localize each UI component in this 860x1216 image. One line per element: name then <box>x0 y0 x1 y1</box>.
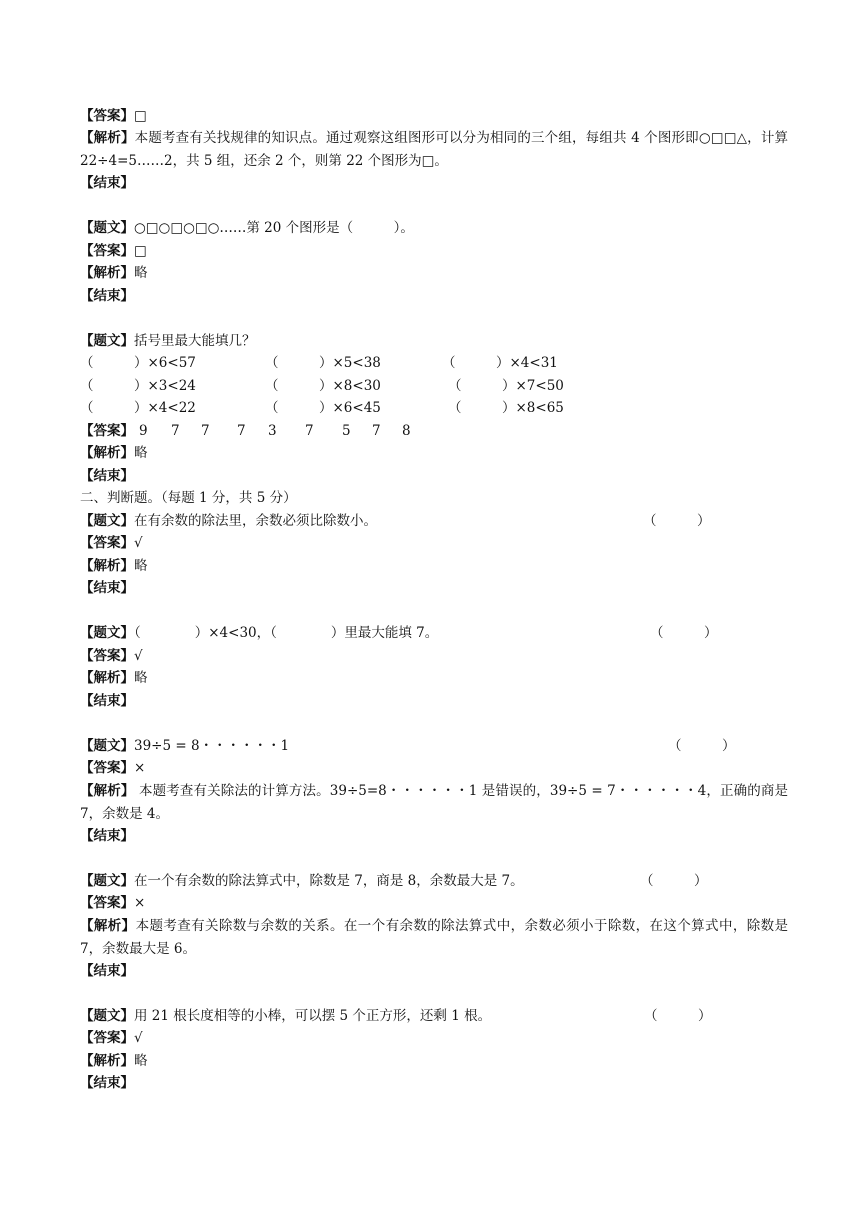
block1-analysis-line <box>80 127 788 172</box>
answer-value: 3 <box>268 423 277 439</box>
question-tag: 【题文】 <box>80 625 134 641</box>
answer-text: √ <box>134 1030 143 1046</box>
block3-answer-line <box>80 420 134 443</box>
judge-question-line <box>80 870 524 893</box>
block3-analysis-line <box>80 442 148 465</box>
analysis-text: 本题考查有关找规律的知识点。通过观察这组图形可以分为相同的三个组，每组共 4 个图形即○□□△，计算 22÷4=5……2，共 5 组，还余 2 个，则第 22 个图形为□。 <box>80 130 789 169</box>
question-text: ○□○□○□○……第 20 个图形是（ ）。 <box>134 220 414 236</box>
question-text: （ ）×4<30，（ ）里最大能填 7。 <box>134 625 439 641</box>
judge-answer-line <box>80 757 145 780</box>
analysis-text: 略 <box>134 445 148 461</box>
answer-parenthesis: （ ） <box>640 873 708 889</box>
judge-answer-line <box>80 1027 143 1050</box>
answer-text: × <box>134 895 146 911</box>
answer-tag: 【答案】 <box>80 423 134 439</box>
judge-end-line <box>80 1072 134 1095</box>
expr-cell: （ ）×6<45 <box>265 400 381 416</box>
judge-answer-line <box>80 892 145 915</box>
judge-answer-line <box>80 645 143 668</box>
judge-end-line <box>80 690 134 713</box>
question-tag: 【题文】 <box>80 333 134 349</box>
end-tag: 【结束】 <box>80 1075 134 1091</box>
answer-text: √ <box>134 648 143 664</box>
answer-tag: 【答案】 <box>80 648 134 664</box>
question-tag: 【题文】 <box>80 1008 134 1024</box>
question-tag: 【题文】 <box>80 220 134 236</box>
question-text: 39÷5 = 8・・・・・・1 <box>134 738 290 754</box>
judge-end-line <box>80 577 134 600</box>
judge-question-line <box>80 735 289 758</box>
end-tag: 【结束】 <box>80 963 134 979</box>
analysis-tag: 【解析】 <box>80 558 134 574</box>
analysis-text: 本题考查有关除数与余数的关系。在一个有余数的除法算式中，余数必须小于除数，在这个算式中，除数是 7，余数最大是 6。 <box>80 918 789 957</box>
judge-end-line <box>80 825 134 848</box>
analysis-tag: 【解析】 <box>80 783 135 799</box>
analysis-tag: 【解析】 <box>80 130 135 146</box>
answer-parenthesis: （ ） <box>644 1008 712 1024</box>
expr-cell: （ ）×7<50 <box>448 378 564 394</box>
expr-cell: （ ）×8<30 <box>265 378 381 394</box>
answer-text: √ <box>134 535 143 551</box>
judge-question-line <box>80 1005 491 1028</box>
end-tag: 【结束】 <box>80 828 134 844</box>
analysis-tag: 【解析】 <box>80 445 134 461</box>
answer-parenthesis: （ ） <box>650 625 718 641</box>
answer-value: 7 <box>237 423 246 439</box>
judge-question-line <box>80 510 377 533</box>
expr-cell: （ ）×5<38 <box>265 355 381 371</box>
analysis-text: 略 <box>134 265 148 281</box>
answer-tag: 【答案】 <box>80 1030 134 1046</box>
end-tag: 【结束】 <box>80 468 134 484</box>
question-text: 在有余数的除法里，余数必须比除数小。 <box>134 513 377 529</box>
answer-text: □ <box>134 243 147 259</box>
answer-tag: 【答案】 <box>80 760 134 776</box>
answer-tag: 【答案】 <box>80 895 134 911</box>
question-tag: 【题文】 <box>80 873 134 889</box>
end-tag: 【结束】 <box>80 175 134 191</box>
judge-end-line <box>80 960 134 983</box>
answer-tag: 【答案】 <box>80 243 134 259</box>
judge-analysis-line <box>80 667 148 690</box>
block1-end-line <box>80 172 134 195</box>
question-text: 用 21 根长度相等的小棒，可以摆 5 个正方形，还剩 1 根。 <box>134 1008 492 1024</box>
answer-value: 9 <box>139 423 148 439</box>
answer-text: × <box>134 760 146 776</box>
question-tag: 【题文】 <box>80 513 134 529</box>
answer-value: 8 <box>402 423 411 439</box>
expr-cell: （ ）×4<22 <box>80 400 196 416</box>
judge-analysis-line <box>80 915 788 960</box>
answer-value: 7 <box>372 423 381 439</box>
analysis-tag: 【解析】 <box>80 670 134 686</box>
section-title: 二、判断题。（每题 1 分，共 5 分） <box>80 490 297 506</box>
answer-parenthesis: （ ） <box>643 513 711 529</box>
end-tag: 【结束】 <box>80 693 134 709</box>
judge-analysis-line <box>80 780 788 825</box>
question-text: 括号里最大能填几？ <box>134 333 256 349</box>
block3-end-line <box>80 465 134 488</box>
judge-analysis-line <box>80 1050 148 1073</box>
end-tag: 【结束】 <box>80 288 134 304</box>
block1-answer-line <box>80 105 147 128</box>
expr-cell: （ ）×8<65 <box>448 400 564 416</box>
block2-answer-line <box>80 240 147 263</box>
answer-text: □ <box>134 108 147 124</box>
judge-answer-line <box>80 532 143 555</box>
judge-question-line <box>80 622 438 645</box>
answer-value: 7 <box>171 423 180 439</box>
analysis-tag: 【解析】 <box>80 918 136 934</box>
end-tag: 【结束】 <box>80 580 134 596</box>
answer-tag: 【答案】 <box>80 535 134 551</box>
analysis-text: 略 <box>134 670 148 686</box>
analysis-text: 略 <box>134 558 148 574</box>
block3-question-line <box>80 330 256 353</box>
expr-cell: （ ）×4<31 <box>442 355 558 371</box>
block2-end-line <box>80 285 134 308</box>
answer-value: 7 <box>305 423 314 439</box>
answer-value: 5 <box>342 423 351 439</box>
analysis-tag: 【解析】 <box>80 265 134 281</box>
question-tag: 【题文】 <box>80 738 134 754</box>
analysis-text: 本题考查有关除法的计算方法。39÷5=8・・・・・・1 是错误的，39÷5 = 7・・・・・・4，正确的商是 7，余数是 4。 <box>80 783 788 822</box>
block2-question-line <box>80 217 414 240</box>
expr-cell: （ ）×3<24 <box>80 378 196 394</box>
answer-value: 7 <box>201 423 210 439</box>
block2-analysis-line <box>80 262 148 285</box>
question-text: 在一个有余数的除法算式中，除数是 7，商是 8，余数最大是 7。 <box>134 873 524 889</box>
answer-tag: 【答案】 <box>80 108 134 124</box>
analysis-tag: 【解析】 <box>80 1053 134 1069</box>
analysis-text: 略 <box>134 1053 148 1069</box>
judge-analysis-line <box>80 555 148 578</box>
expr-cell: （ ）×6<57 <box>80 355 196 371</box>
answer-parenthesis: （ ） <box>668 738 736 754</box>
